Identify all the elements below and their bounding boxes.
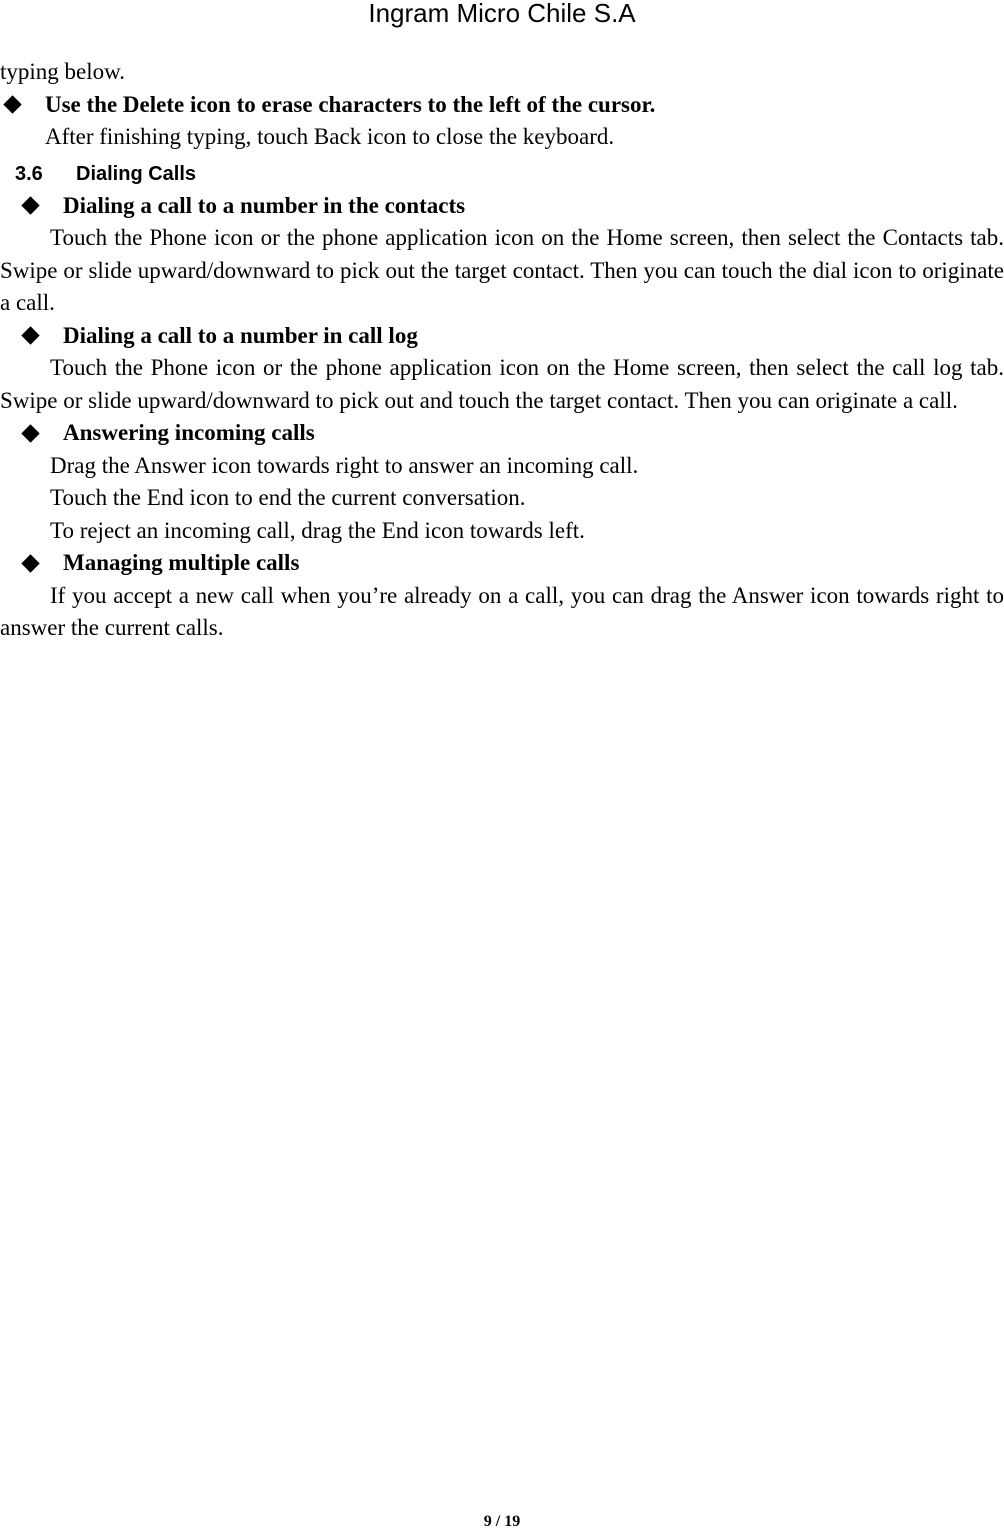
diamond-bullet-icon [21, 424, 39, 442]
diamond-bullet-icon [21, 197, 39, 215]
bullet-call-log-heading: Dialing a call to a number in call log [63, 322, 418, 348]
bullet-contacts-heading: Dialing a call to a number in the contacts [63, 192, 466, 218]
section-number: 3.6 [15, 162, 43, 185]
answering-line: To reject an incoming call, drag the End icon towards left. [50, 517, 585, 543]
text-typing-below: typing below. [0, 59, 125, 84]
page-header: Ingram Micro Chile S.A [368, 0, 636, 28]
multiple-calls-paragraph: If you accept a new call when you’re already on a call, you can drag the Answer icon towards right to answer the current calls. [0, 582, 1004, 640]
bullet-multiple-calls [0, 547, 1004, 580]
answering-line: Touch the End icon to end the current conversation. [50, 485, 526, 510]
diamond-bullet-icon [21, 554, 39, 572]
bullet-contacts [0, 190, 1004, 223]
page-content [0, 56, 1004, 645]
bullet-answering [0, 417, 1004, 450]
bullet-delete-icon [0, 89, 1004, 122]
bullet-call-log [0, 320, 1004, 353]
bullet-delete-text: Use the Delete icon to erase characters to the left of the cursor. [45, 91, 656, 117]
diamond-bullet-icon [21, 327, 39, 345]
text-after-finishing: After finishing typing, touch Back icon to close the keyboard. [45, 124, 615, 149]
section-title: Dialing Calls [76, 162, 197, 185]
bullet-multiple-heading: Managing multiple calls [63, 550, 300, 575]
page-number: 9 / 19 [483, 1513, 521, 1530]
diamond-bullet-icon [3, 96, 21, 114]
answering-line: Drag the Answer icon towards right to answer an incoming call. [50, 452, 639, 478]
call-log-paragraph: Touch the Phone icon or the phone application icon on the Home screen, then select the call log tab. Swipe or slide upward/downward to pick out and touch the target contact. Then you can originate a call. [0, 355, 1004, 413]
section-heading [0, 158, 1004, 190]
contacts-paragraph: Touch the Phone icon or the phone application icon on the Home screen, then select the Contacts tab. Swipe or slide upward/downward to pick out the target contact. Then you can touch the dial icon to originate a call. [0, 225, 1004, 315]
bullet-answering-heading: Answering incoming calls [63, 420, 315, 445]
